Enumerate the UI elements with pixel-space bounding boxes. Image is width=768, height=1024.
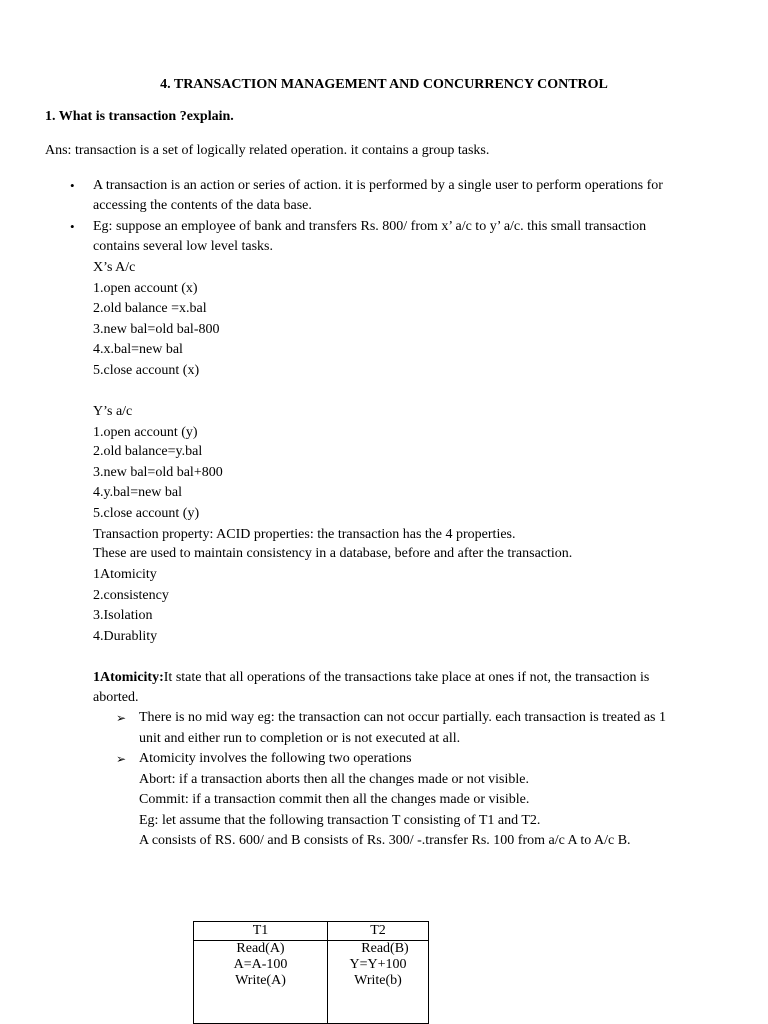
arrow-bullet-icon: ➢ xyxy=(116,711,127,725)
y-account-step: 2.old balance=y.bal xyxy=(93,444,203,459)
arrow-2-line: Abort: if a transaction aborts then all the changes made or not visible. xyxy=(139,772,529,787)
x-account-step: 4.x.bal=new bal xyxy=(93,342,183,357)
bullet-1-line-2: accessing the contents of the data base. xyxy=(93,198,312,213)
acid-item: 3.Isolation xyxy=(93,608,153,623)
atomicity-text: It state that all operations of the transactions take place at ones if not, the transaction is xyxy=(163,670,650,685)
acid-item: 4.Durablity xyxy=(93,629,158,644)
arrow-2-line: A consists of RS. 600/ and B consists of Rs. 300/ -.transfer Rs. 100 from a/c A to A/c B. xyxy=(139,833,631,848)
t2-op: Y=Y+100 xyxy=(349,957,407,972)
t1-op: Write(A) xyxy=(235,973,286,988)
y-account-step: 5.close account (y) xyxy=(93,506,200,521)
t2-operations xyxy=(328,941,429,1024)
atomicity-text-cont: aborted. xyxy=(93,690,139,705)
atomicity-paragraph xyxy=(93,668,649,688)
y-account-step: 1.open account (y) xyxy=(93,425,198,440)
atomicity-heading: 1Atomicity: xyxy=(93,670,164,685)
table-header-t1: T1 xyxy=(194,922,328,941)
answer-text: Ans: transaction is a set of logically related operation. it contains a group tasks. xyxy=(45,143,490,158)
acid-item: 1Atomicity xyxy=(93,567,157,582)
arrow-2-line: Commit: if a transaction commit then all the changes made or visible. xyxy=(139,792,530,807)
t2-op: Write(b) xyxy=(354,973,402,988)
table-header-t2: T2 xyxy=(328,922,429,941)
table-header-row xyxy=(194,922,429,941)
y-account-heading: Y’s a/c xyxy=(93,404,133,419)
t1-op: A=A-100 xyxy=(233,957,288,972)
arrow-1-line: There is no mid way eg: the transaction can not occur partially. each transaction is treated as 1 xyxy=(139,710,667,725)
x-account-heading: X’s A/c xyxy=(93,260,136,275)
t2-op: Read(B) xyxy=(361,941,409,956)
transaction-table xyxy=(193,921,429,1024)
arrow-1-line: unit and either run to completion or is not executed at all. xyxy=(139,731,461,746)
bullet-mark: • xyxy=(70,178,75,193)
x-account-step: 2.old balance =x.bal xyxy=(93,301,207,316)
arrow-bullet-icon: ➢ xyxy=(116,752,127,766)
x-account-step: 1.open account (x) xyxy=(93,281,198,296)
arrow-2-line: Atomicity involves the following two operations xyxy=(139,751,412,766)
t1-operations xyxy=(194,941,328,1024)
y-account-step: 4.y.bal=new bal xyxy=(93,485,183,500)
bullet-1-line-1: A transaction is an action or series of action. it is performed by a single user to perform operations for xyxy=(93,178,663,193)
arrow-2-line: Eg: let assume that the following transaction T consisting of T1 and T2. xyxy=(139,813,541,828)
bullet-mark: • xyxy=(70,219,75,234)
x-account-step: 3.new bal=old bal-800 xyxy=(93,322,220,337)
bullet-2-line-1: Eg: suppose an employee of bank and transfers Rs. 800/ from x’ a/c to y’ a/c. this small transaction xyxy=(93,219,647,234)
x-account-step: 5.close account (x) xyxy=(93,363,200,378)
acid-item: 2.consistency xyxy=(93,588,169,603)
bullet-2-line-2: contains several low level tasks. xyxy=(93,239,274,254)
table-row xyxy=(194,941,429,1024)
acid-intro: Transaction property: ACID properties: the transaction has the 4 properties. xyxy=(93,527,516,542)
question-heading: 1. What is transaction ?explain. xyxy=(45,109,234,124)
y-account-step: 3.new bal=old bal+800 xyxy=(93,465,223,480)
page-title: 4. TRANSACTION MANAGEMENT AND CONCURRENCY CONTROL xyxy=(160,77,608,92)
acid-intro: These are used to maintain consistency in a database, before and after the transaction. xyxy=(93,546,573,561)
t1-op: Read(A) xyxy=(236,941,285,956)
